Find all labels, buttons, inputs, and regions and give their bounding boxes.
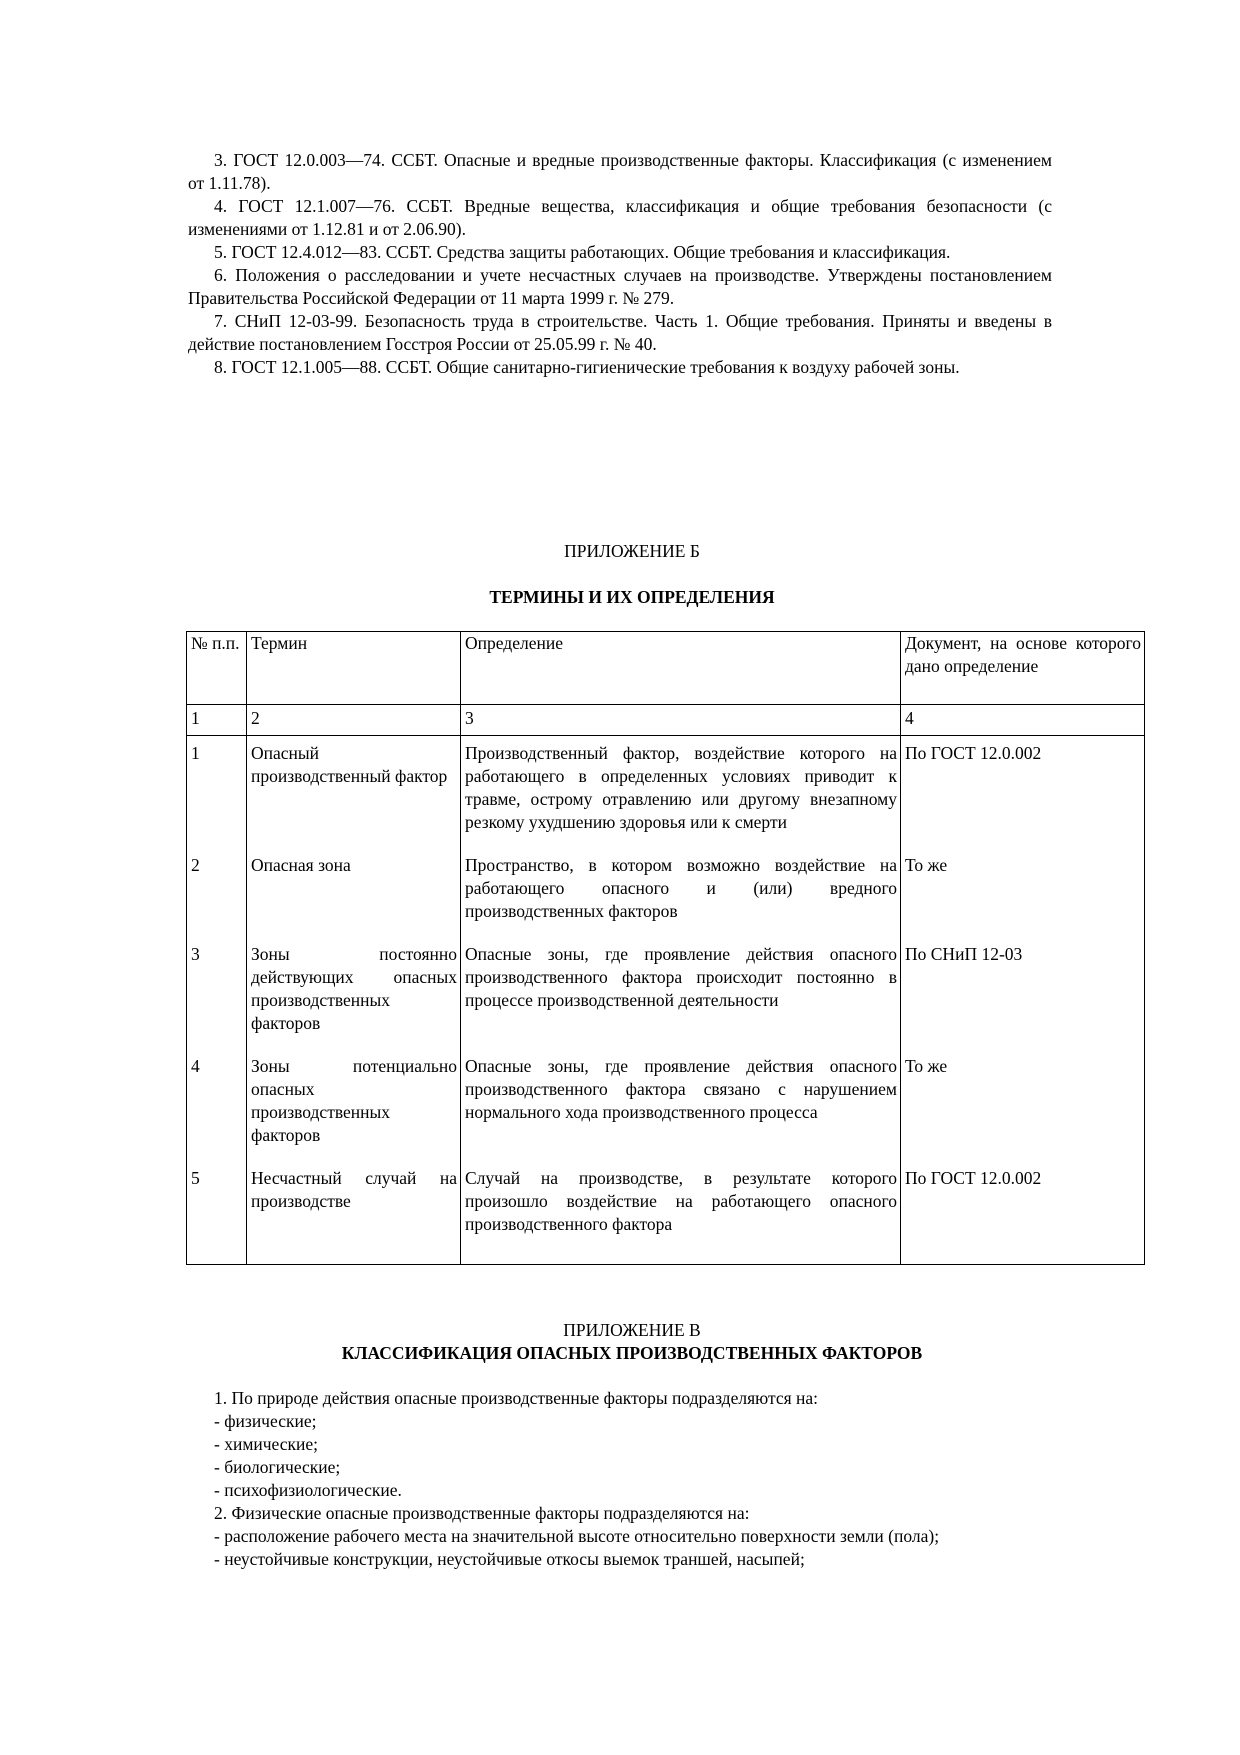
classification-item: - физические; bbox=[214, 1411, 317, 1431]
row-term: Опасный производственный фактор bbox=[247, 736, 461, 835]
row-term: Опасная зона bbox=[247, 834, 461, 923]
classification-item: - расположение рабочего места на значительной высоте относительно поверхности земли (пола); bbox=[214, 1526, 940, 1546]
terms-table bbox=[186, 631, 1145, 1265]
table-row bbox=[187, 923, 1145, 1035]
row-term: Зоны постоянно действующих опасных производственных факторов bbox=[247, 923, 461, 1035]
table-row bbox=[187, 1035, 1145, 1147]
header-definition: Определение bbox=[461, 632, 901, 705]
row-document: По СНиП 12-03 bbox=[901, 923, 1145, 1035]
appendix-c-title: ПРИЛОЖЕНИЕ В bbox=[563, 1320, 701, 1340]
header-number: № п.п. bbox=[187, 632, 247, 705]
classification-item: - психофизиологические. bbox=[214, 1480, 402, 1500]
row-number: 4 bbox=[187, 1035, 247, 1147]
row-number: 3 bbox=[187, 923, 247, 1035]
classification-item: 1. По природе действия опасные производственные факторы подразделяются на: bbox=[214, 1388, 819, 1408]
reference-item: 8. ГОСТ 12.1.005—88. ССБТ. Общие санитарно-гигиенические требования к воздуху рабочей зоны. bbox=[214, 357, 960, 377]
appendix-b-heading: ТЕРМИНЫ И ИХ ОПРЕДЕЛЕНИЯ bbox=[489, 587, 775, 607]
classification-list bbox=[188, 1387, 1052, 1571]
row-definition: Случай на производстве, в результате которого произошло воздействие на работающего опасного производственного фактора bbox=[461, 1147, 901, 1265]
row-document: По ГОСТ 12.0.002 bbox=[901, 1147, 1145, 1265]
column-number: 3 bbox=[461, 705, 901, 736]
classification-item: - биологические; bbox=[214, 1457, 341, 1477]
reference-item: 5. ГОСТ 12.4.012—83. ССБТ. Средства защиты работающих. Общие требования и классификация. bbox=[214, 242, 951, 262]
reference-item: 7. СНиП 12-03-99. Безопасность труда в строительстве. Часть 1. Общие требования. Приняты и введены в действие постановлением Госстроя России от 25.05.99 г. № 40. bbox=[188, 311, 1052, 354]
classification-item: - неустойчивые конструкции, неустойчивые откосы выемок траншей, насыпей; bbox=[214, 1549, 805, 1569]
row-number: 1 bbox=[187, 736, 247, 835]
reference-item: 6. Положения о расследовании и учете несчастных случаев на производстве. Утверждены постановлением Правительства Российской Федерации от 11 марта 1999 г. № 279. bbox=[188, 265, 1052, 308]
row-definition: Пространство, в котором возможно воздействие на работающего опасного и (или) вредного производственных факторов bbox=[461, 834, 901, 923]
row-number: 2 bbox=[187, 834, 247, 923]
table-row bbox=[187, 1147, 1145, 1265]
table-row bbox=[187, 736, 1145, 835]
reference-list bbox=[188, 149, 1052, 379]
row-definition: Опасные зоны, где проявление действия опасного производственного фактора происходит постоянно в процессе производственной деятельности bbox=[461, 923, 901, 1035]
header-term: Термин bbox=[247, 632, 461, 705]
row-document: То же bbox=[901, 1035, 1145, 1147]
appendix-c-heading: КЛАССИФИКАЦИЯ ОПАСНЫХ ПРОИЗВОДСТВЕННЫХ ФАКТОРОВ bbox=[341, 1343, 923, 1363]
classification-item: 2. Физические опасные производственные факторы подразделяются на: bbox=[214, 1503, 750, 1523]
column-number: 1 bbox=[187, 705, 247, 736]
appendix-b-title: ПРИЛОЖЕНИЕ Б bbox=[564, 541, 700, 561]
reference-item: 3. ГОСТ 12.0.003—74. ССБТ. Опасные и вредные производственные факторы. Классификация (с изменением от 1.11.78). bbox=[188, 150, 1052, 193]
column-number-row bbox=[187, 705, 1145, 736]
reference-item: 4. ГОСТ 12.1.007—76. ССБТ. Вредные вещества, классификация и общие требования безопасности (с изменениями от 1.12.81 и от 2.06.90). bbox=[188, 196, 1052, 239]
column-number: 4 bbox=[901, 705, 1145, 736]
classification-item: - химические; bbox=[214, 1434, 319, 1454]
row-number: 5 bbox=[187, 1147, 247, 1265]
row-term: Зоны потенциально опасных производственных факторов bbox=[247, 1035, 461, 1147]
row-definition: Производственный фактор, воздействие которого на работающего в определенных условиях приводит к травме, острому отравлению или другому внезапному резкому ухудшению здоровья или к смерти bbox=[461, 736, 901, 835]
row-term: Несчастный случай на производстве bbox=[247, 1147, 461, 1265]
table-row bbox=[187, 834, 1145, 923]
header-document: Документ, на основе которого дано определение bbox=[901, 632, 1145, 705]
column-number: 2 bbox=[247, 705, 461, 736]
row-definition: Опасные зоны, где проявление действия опасного производственного фактора связано с нарушением нормального хода производственного процесса bbox=[461, 1035, 901, 1147]
row-document: То же bbox=[901, 834, 1145, 923]
table-header-row bbox=[187, 632, 1145, 705]
row-document: По ГОСТ 12.0.002 bbox=[901, 736, 1145, 835]
